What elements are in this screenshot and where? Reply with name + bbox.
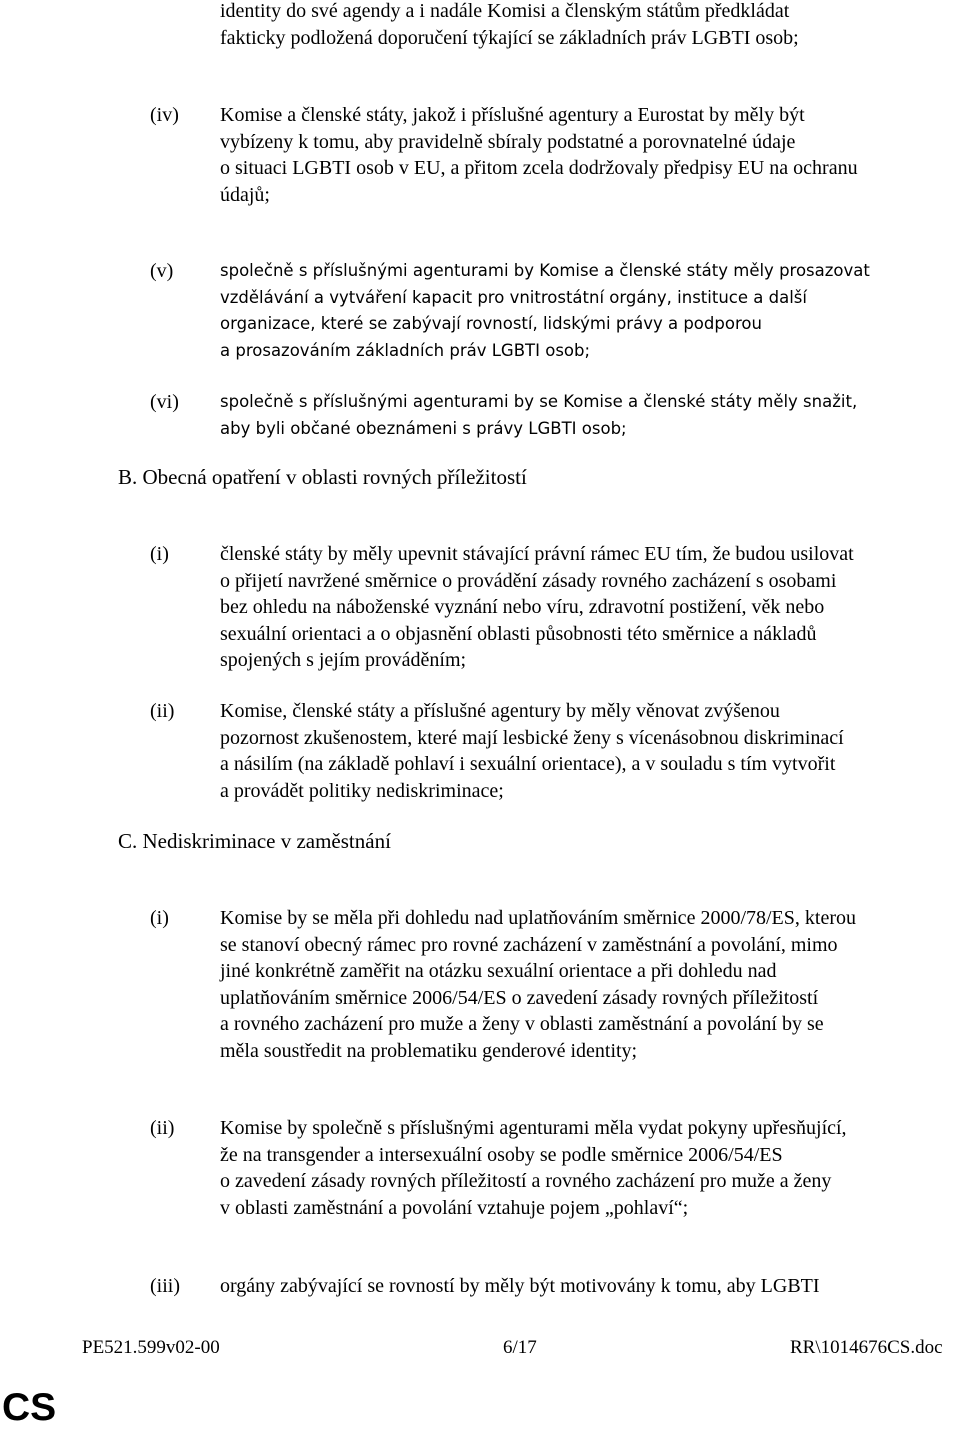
paragraph-vi	[220, 389, 960, 442]
language-code: CS	[2, 1386, 57, 1429]
text-line: a násilím (na základě pohlaví i sexuální orientace), a v souladu s tím vytvořit	[220, 753, 836, 775]
text-line: v oblasti zaměstnání a povolání vztahuje pojem „pohlaví“;	[220, 1196, 689, 1219]
paragraph-b-ii	[220, 698, 960, 804]
text-line: vybízeny k tomu, aby pravidelně sbíraly podstatné a porovnatelné údaje	[220, 130, 796, 153]
text-line: o přijetí navržené směrnice o provádění zásady rovného zacházení s osobami	[220, 569, 837, 592]
item-number-b-ii: (ii)	[150, 700, 175, 722]
paragraph-continuation	[220, 0, 960, 51]
item-number-iv: (iv)	[150, 104, 179, 126]
text-line: pozornost zkušenostem, které mají lesbické ženy s vícenásobnou diskriminací	[220, 726, 844, 749]
item-number-b-i: (i)	[150, 543, 169, 565]
text-line: jiné konkrétně zaměřit na otázku sexuální orientace a při dohledu nad	[220, 960, 777, 982]
item-number-c-i: (i)	[150, 907, 169, 929]
text-line: sexuální orientaci a o objasnění oblasti působnosti této směrnice a nákladů	[220, 622, 817, 645]
section-heading-c: C. Nediskriminace v zaměstnání	[118, 829, 391, 853]
item-number-c-ii: (ii)	[150, 1117, 175, 1139]
text-line: společně s příslušnými agenturami by Komise a členské státy měly prosazovat	[220, 261, 870, 280]
text-line: orgány zabývající se rovností by měly být motivovány k tomu, aby LGBTI	[220, 1275, 820, 1297]
item-number-v: (v)	[150, 260, 174, 282]
text-line: Komise, členské státy a příslušné agentury by měly věnovat zvýšenou	[220, 700, 780, 722]
text-line: fakticky podložená doporučení týkající se základních práv LGBTI osob;	[220, 26, 799, 49]
footer-document-id: PE521.599v02-00	[82, 1337, 220, 1358]
text-line: a prosazováním základních práv LGBTI osob;	[220, 340, 591, 360]
item-number-c-iii: (iii)	[150, 1275, 180, 1297]
text-line: údajů;	[220, 183, 270, 206]
text-line: a rovného zacházení pro muže a ženy v oblasti zaměstnání a povolání by se	[220, 1013, 824, 1035]
text-line: uplatňováním směrnice 2006/54/ES o zavedení zásady rovných příležitostí	[220, 986, 819, 1009]
footer-file-name: RR\1014676CS.doc	[790, 1337, 943, 1358]
paragraph-c-iii	[220, 1273, 960, 1300]
text-line: společně s příslušnými agenturami by se Komise a členské státy měly snažit,	[220, 392, 858, 411]
text-line: a provádět politiky nediskriminace;	[220, 779, 504, 802]
text-line: bez ohledu na náboženské vyznání nebo víru, zdravotní postižení, věk nebo	[220, 596, 825, 618]
text-line: Komise by společně s příslušnými agenturami měla vydat pokyny upřesňující,	[220, 1117, 847, 1139]
text-line: o situaci LGBTI osob v EU, a přitom zcela dodržovaly předpisy EU na ochranu	[220, 157, 858, 179]
text-line: členské státy by měly upevnit stávající právní rámec EU tím, že budou usilovat	[220, 543, 854, 565]
text-line: se stanoví obecný rámec pro rovné zacházení v zaměstnání a povolání, mimo	[220, 933, 838, 956]
item-number-vi: (vi)	[150, 391, 179, 413]
text-line: organizace, které se zabývají rovností, lidskými právy a podporou	[220, 314, 762, 333]
text-line: Komise by se měla při dohledu nad uplatňováním směrnice 2000/78/ES, kterou	[220, 907, 856, 929]
text-line: aby byli občané obeznámeni s právy LGBTI osob;	[220, 418, 627, 438]
text-line: měla soustředit na problematiku genderové identity;	[220, 1039, 638, 1062]
section-heading-b: B. Obecná opatření v oblasti rovných příležitostí	[118, 465, 527, 489]
text-line: identity do své agendy a i nadále Komisi a členským státům předkládat	[220, 0, 790, 22]
text-line: že na transgender a intersexuální osoby se podle směrnice 2006/54/ES	[220, 1143, 783, 1166]
footer-page-number: 6/17	[503, 1337, 537, 1358]
paragraph-c-ii	[220, 1115, 960, 1221]
paragraph-v	[220, 258, 960, 364]
paragraph-iv	[220, 102, 960, 208]
text-line: Komise a členské státy, jakož i příslušné agentury a Eurostat by měly být	[220, 104, 805, 126]
paragraph-b-i	[220, 541, 960, 674]
paragraph-c-i	[220, 905, 960, 1064]
text-line: spojených s jejím prováděním;	[220, 649, 467, 671]
text-line: vzdělávání a vytváření kapacit pro vnitrostátní orgány, instituce a další	[220, 287, 807, 307]
text-line: o zavedení zásady rovných příležitostí a rovného zacházení pro muže a ženy	[220, 1170, 832, 1192]
